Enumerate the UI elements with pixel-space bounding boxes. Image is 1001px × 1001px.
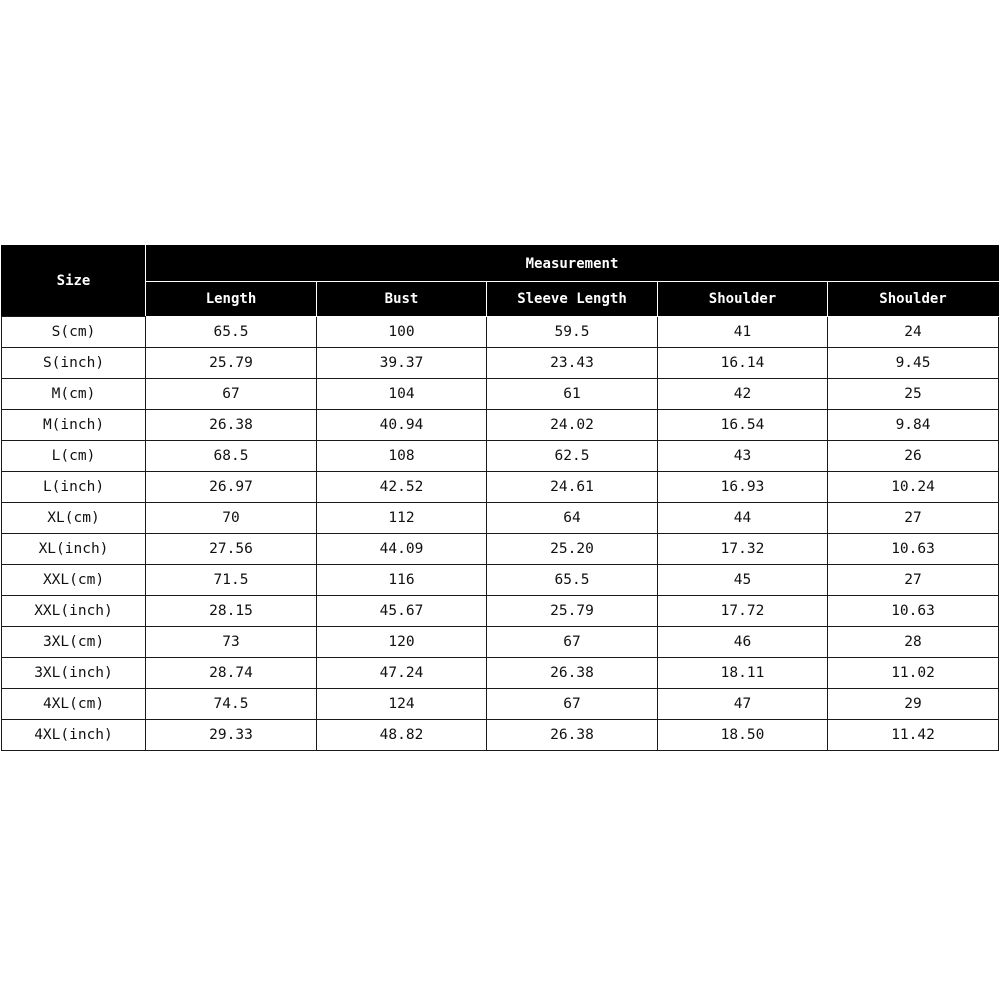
- measurement-cell: 24.02: [487, 410, 658, 441]
- measurement-cell: 39.37: [317, 348, 487, 379]
- measurement-cell: 44: [658, 503, 828, 534]
- size-label-cell: M(inch): [2, 410, 146, 441]
- measurement-cell: 65.5: [146, 317, 317, 348]
- column-header-shoulder: Shoulder: [658, 282, 828, 317]
- table-row: [2, 503, 999, 534]
- measurement-cell: 10.24: [828, 472, 999, 503]
- measurement-cell: 67: [487, 689, 658, 720]
- measurement-cell: 27: [828, 565, 999, 596]
- table-row: [2, 565, 999, 596]
- table-row: [2, 658, 999, 689]
- measurement-cell: 62.5: [487, 441, 658, 472]
- measurement-cell: 26.38: [487, 658, 658, 689]
- measurement-cell: 25.20: [487, 534, 658, 565]
- table-row: [2, 627, 999, 658]
- measurement-cell: 42.52: [317, 472, 487, 503]
- measurement-cell: 17.32: [658, 534, 828, 565]
- size-label-cell: 3XL(cm): [2, 627, 146, 658]
- size-label-cell: XXL(cm): [2, 565, 146, 596]
- table-body: [2, 317, 999, 751]
- measurement-cell: 26: [828, 441, 999, 472]
- table-row: [2, 534, 999, 565]
- measurement-cell: 46: [658, 627, 828, 658]
- measurement-cell: 68.5: [146, 441, 317, 472]
- measurement-cell: 42: [658, 379, 828, 410]
- measurement-cell: 16.14: [658, 348, 828, 379]
- measurement-cell: 10.63: [828, 596, 999, 627]
- measurement-cell: 29: [828, 689, 999, 720]
- measurement-cell: 18.11: [658, 658, 828, 689]
- measurement-cell: 116: [317, 565, 487, 596]
- measurement-cell: 47.24: [317, 658, 487, 689]
- measurement-cell: 104: [317, 379, 487, 410]
- measurement-cell: 27.56: [146, 534, 317, 565]
- measurement-cell: 25: [828, 379, 999, 410]
- measurement-cell: 48.82: [317, 720, 487, 751]
- measurement-cell: 73: [146, 627, 317, 658]
- measurement-cell: 124: [317, 689, 487, 720]
- measurement-cell: 24.61: [487, 472, 658, 503]
- measurement-cell: 26.38: [487, 720, 658, 751]
- size-label-cell: 4XL(cm): [2, 689, 146, 720]
- measurement-cell: 16.93: [658, 472, 828, 503]
- table-row: [2, 348, 999, 379]
- measurement-cell: 17.72: [658, 596, 828, 627]
- measurement-cell: 40.94: [317, 410, 487, 441]
- measurement-cell: 11.42: [828, 720, 999, 751]
- measurement-cell: 16.54: [658, 410, 828, 441]
- table-header: [2, 246, 999, 317]
- measurement-cell: 67: [487, 627, 658, 658]
- measurement-cell: 108: [317, 441, 487, 472]
- measurement-cell: 120: [317, 627, 487, 658]
- size-label-cell: M(cm): [2, 379, 146, 410]
- measurement-cell: 28: [828, 627, 999, 658]
- size-column-header: Size: [2, 246, 146, 317]
- size-label-cell: 3XL(inch): [2, 658, 146, 689]
- table-row: [2, 689, 999, 720]
- table-row: [2, 410, 999, 441]
- table-row: [2, 317, 999, 348]
- measurement-cell: 26.38: [146, 410, 317, 441]
- measurement-cell: 65.5: [487, 565, 658, 596]
- measurement-cell: 45: [658, 565, 828, 596]
- table-row: [2, 596, 999, 627]
- measurement-cell: 100: [317, 317, 487, 348]
- size-label-cell: S(inch): [2, 348, 146, 379]
- measurement-cell: 47: [658, 689, 828, 720]
- measurement-group-header: Measurement: [146, 246, 999, 282]
- measurement-cell: 29.33: [146, 720, 317, 751]
- measurement-cell: 112: [317, 503, 487, 534]
- size-label-cell: L(cm): [2, 441, 146, 472]
- column-header-length: Length: [146, 282, 317, 317]
- size-label-cell: 4XL(inch): [2, 720, 146, 751]
- table-row: [2, 441, 999, 472]
- size-label-cell: S(cm): [2, 317, 146, 348]
- measurement-cell: 59.5: [487, 317, 658, 348]
- measurement-cell: 61: [487, 379, 658, 410]
- column-header-sleeve-length: Sleeve Length: [487, 282, 658, 317]
- measurement-cell: 64: [487, 503, 658, 534]
- table-row: [2, 720, 999, 751]
- measurement-cell: 9.84: [828, 410, 999, 441]
- measurement-cell: 43: [658, 441, 828, 472]
- measurement-cell: 67: [146, 379, 317, 410]
- measurement-cell: 28.15: [146, 596, 317, 627]
- measurement-cell: 41: [658, 317, 828, 348]
- measurement-cell: 18.50: [658, 720, 828, 751]
- measurement-cell: 71.5: [146, 565, 317, 596]
- size-label-cell: XL(inch): [2, 534, 146, 565]
- measurement-cell: 70: [146, 503, 317, 534]
- measurement-cell: 45.67: [317, 596, 487, 627]
- size-chart-table: [1, 245, 999, 751]
- measurement-cell: 74.5: [146, 689, 317, 720]
- measurement-cell: 25.79: [487, 596, 658, 627]
- table-row: [2, 472, 999, 503]
- column-header-bust: Bust: [317, 282, 487, 317]
- measurement-cell: 9.45: [828, 348, 999, 379]
- table-row: [2, 379, 999, 410]
- measurement-cell: 28.74: [146, 658, 317, 689]
- size-label-cell: XXL(inch): [2, 596, 146, 627]
- measurement-cell: 10.63: [828, 534, 999, 565]
- measurement-cell: 27: [828, 503, 999, 534]
- measurement-cell: 11.02: [828, 658, 999, 689]
- size-label-cell: XL(cm): [2, 503, 146, 534]
- measurement-cell: 24: [828, 317, 999, 348]
- measurement-cell: 26.97: [146, 472, 317, 503]
- measurement-cell: 25.79: [146, 348, 317, 379]
- measurement-cell: 44.09: [317, 534, 487, 565]
- measurement-cell: 23.43: [487, 348, 658, 379]
- column-header-shoulder-2: Shoulder: [828, 282, 999, 317]
- size-label-cell: L(inch): [2, 472, 146, 503]
